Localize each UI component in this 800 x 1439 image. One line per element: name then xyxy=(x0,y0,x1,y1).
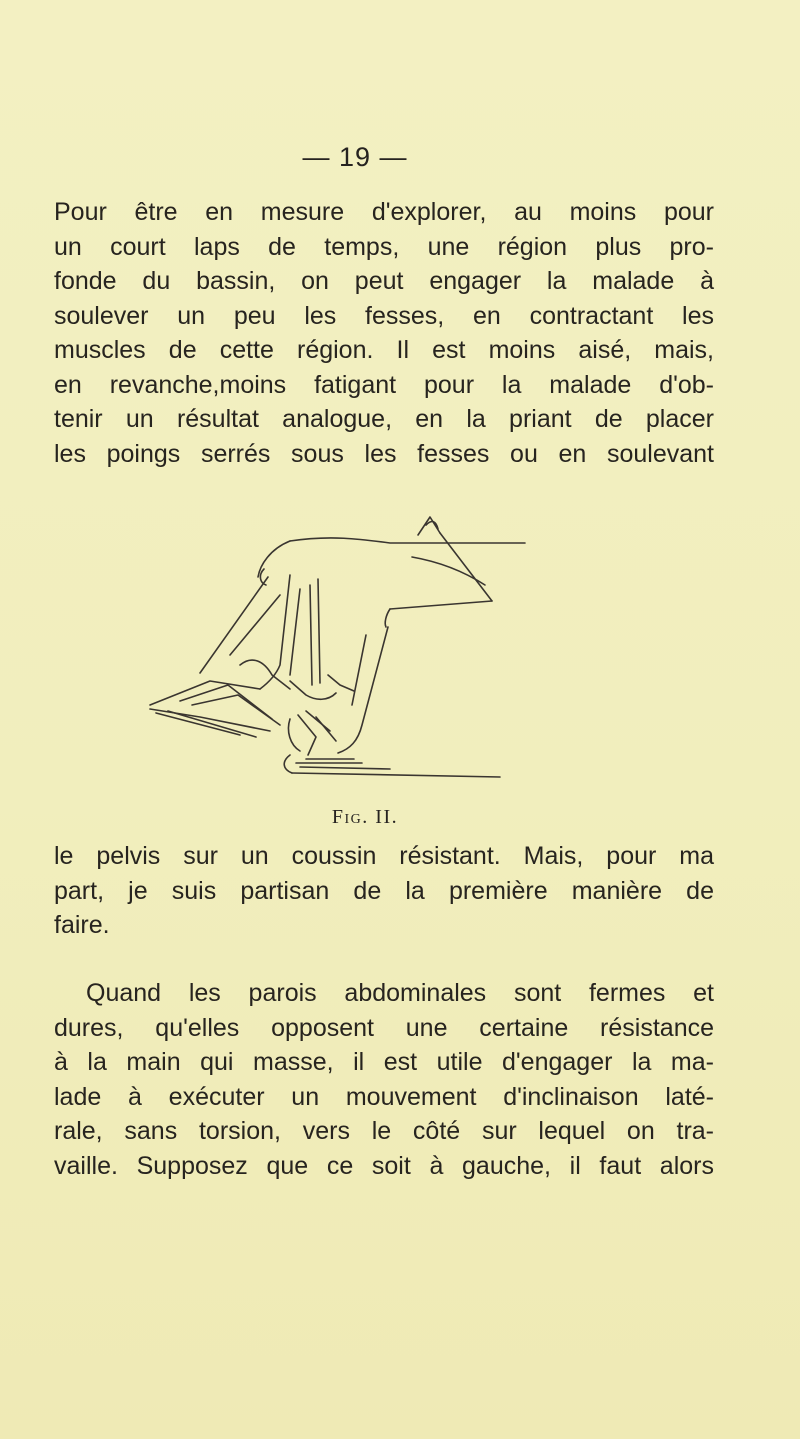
text-line: lade à exécuter un mouvement d'inclinaison laté- xyxy=(54,1082,714,1111)
right-fold-inner xyxy=(412,557,485,585)
figure-illustration xyxy=(140,505,540,795)
text-line: part, je suis partisan de la première manière de xyxy=(54,876,714,905)
knuckle-fold xyxy=(290,681,336,699)
wedge-line xyxy=(168,711,256,737)
text-line: un court laps de temps, une région plus pro- xyxy=(54,232,714,261)
paragraph-top xyxy=(54,195,714,471)
abdominal-wall-line xyxy=(290,538,525,543)
text-line: les poings serrés sous les fesses ou en soulevant xyxy=(54,439,714,468)
lower-hand xyxy=(316,717,336,741)
text-line: Pour être en mesure d'explorer, au moins pour xyxy=(54,198,714,226)
left-diagonal-2 xyxy=(230,595,280,655)
text-line: Quand les parois abdominales sont fermes et xyxy=(86,979,714,1007)
table-line xyxy=(292,773,500,777)
finger-stroke xyxy=(310,585,312,685)
text-line: le pelvis sur un coussin résistant. Mais, pour ma xyxy=(54,842,714,870)
slope-line xyxy=(338,627,388,753)
curl-stroke xyxy=(260,569,266,585)
paragraph-bottom xyxy=(54,976,714,1183)
wedge-line xyxy=(192,695,280,725)
table-line xyxy=(300,767,390,769)
text-line: tenir un résultat analogue, en la priant de placer xyxy=(54,405,714,433)
paragraph-middle xyxy=(54,839,714,943)
pelvis-sketch-illustration xyxy=(140,505,540,795)
finger-stroke xyxy=(260,575,290,689)
text-line: faire. xyxy=(54,911,110,939)
knuckle-fold xyxy=(328,675,354,691)
text-line: rale, sans torsion, vers le côté sur lequel on tra- xyxy=(54,1117,714,1145)
figure-caption: Fig. II. xyxy=(331,806,399,828)
slope-inner xyxy=(352,635,366,705)
right-fold-line xyxy=(390,601,492,609)
finger-stroke xyxy=(290,589,300,675)
text-line: à la main qui masse, il est utile d'engager la ma- xyxy=(54,1048,714,1076)
text-line: fonde du bassin, on peut engager la malade à xyxy=(54,267,714,295)
text-line: en revanche,moins fatigant pour la malade d'ob- xyxy=(54,370,714,399)
text-line: vaille. Supposez que ce soit à gauche, il faut alors xyxy=(54,1151,714,1180)
table-line xyxy=(284,755,292,773)
text-line: dures, qu'elles opposent une certaine résistance xyxy=(54,1013,714,1042)
page-number: — 19 — xyxy=(302,142,408,172)
finger-stroke xyxy=(318,579,320,683)
lower-hand xyxy=(298,715,316,755)
left-diagonal xyxy=(200,577,268,673)
wedge-line xyxy=(180,685,272,719)
lower-hand xyxy=(288,719,300,751)
text-line: soulever un peu les fesses, en contractant les xyxy=(54,301,714,330)
text-line: muscles de cette région. Il est moins aisé, mais, xyxy=(54,336,714,364)
right-fold-curve xyxy=(385,609,390,627)
